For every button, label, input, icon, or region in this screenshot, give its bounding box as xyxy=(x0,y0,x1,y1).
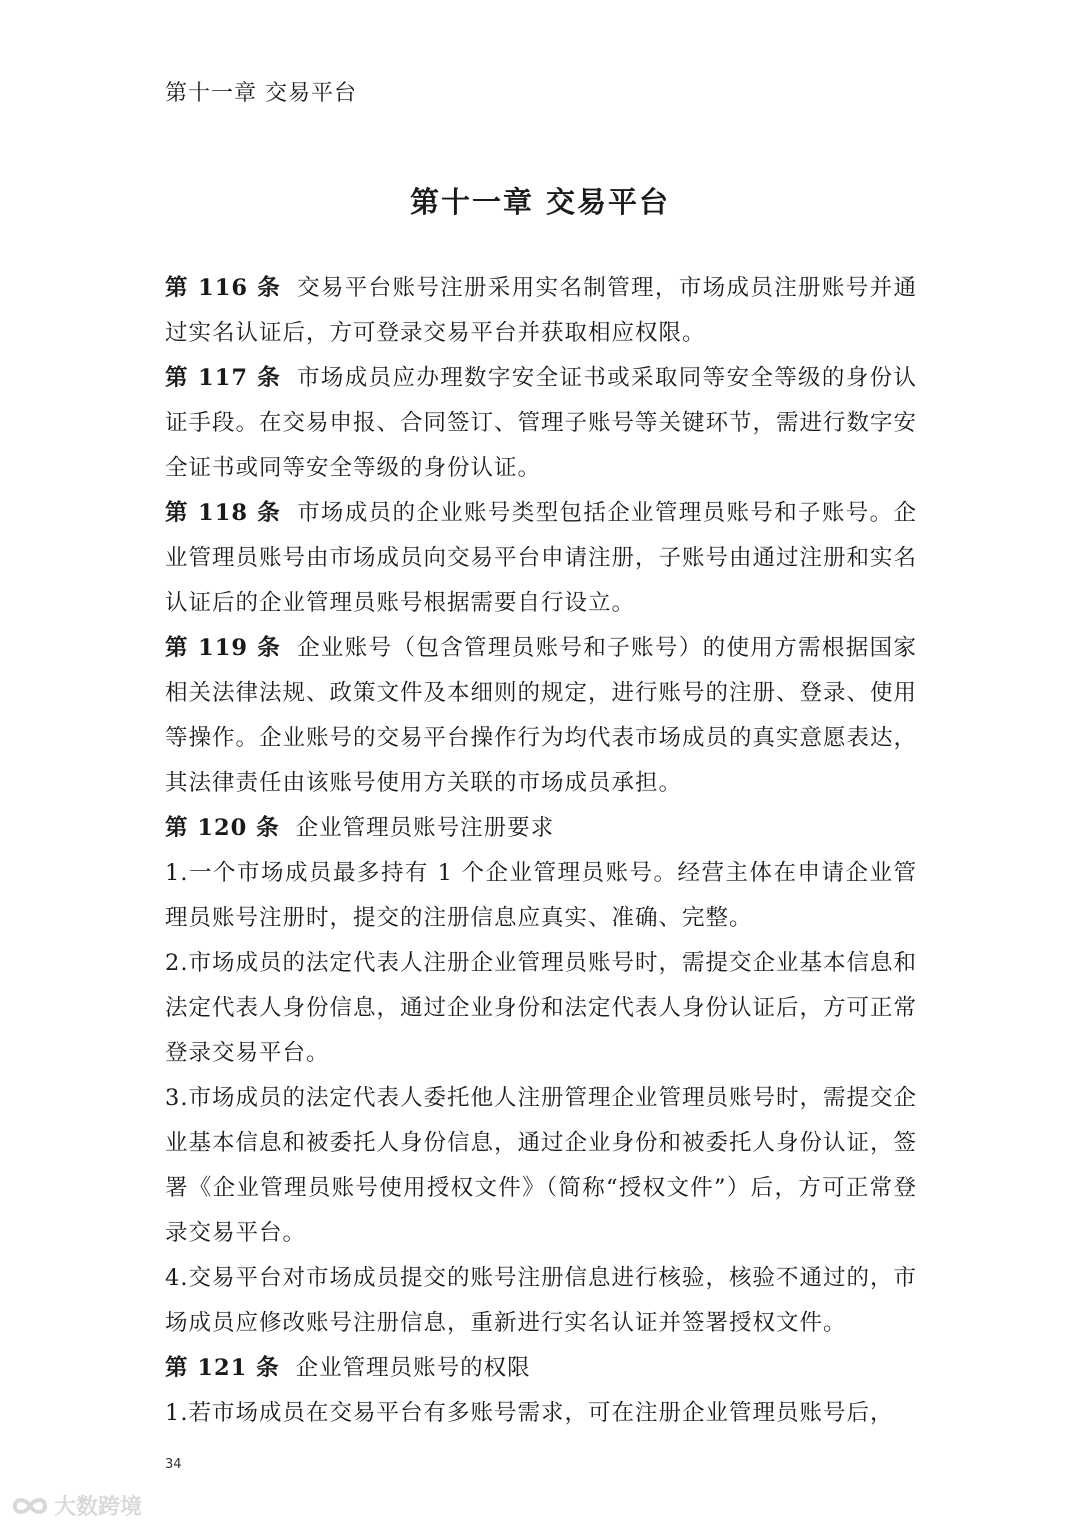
article-number: 第 121 条 xyxy=(165,1355,280,1381)
paragraph xyxy=(165,356,917,491)
paragraph xyxy=(165,626,917,806)
paragraph-text: 交易平台账号注册采用实名制管理，市场成员注册账号并通过实名认证后，方可登录交易平台并获取相应权限。 xyxy=(165,275,917,346)
paragraph xyxy=(165,266,917,356)
paragraph-text: 市场成员的企业账号类型包括企业管理员账号和子账号。企业管理员账号由市场成员向交易平台申请注册，子账号由通过注册和实名认证后的企业管理员账号根据需要自行设立。 xyxy=(165,500,918,616)
article-number: 第 120 条 xyxy=(165,815,280,841)
paragraph-text: 1.若市场成员在交易平台有多账号需求，可在注册企业管理员账号后， xyxy=(165,1400,894,1426)
paragraph-text: 4.交易平台对市场成员提交的账号注册信息进行核验，核验不通过的，市场成员应修改账号注册信息，重新进行实名认证并签署授权文件。 xyxy=(165,1265,917,1336)
paragraph xyxy=(165,491,917,626)
chapter-title: 第十一章 交易平台 xyxy=(409,185,671,219)
paragraph-text: 企业管理员账号的权限 xyxy=(295,1355,531,1381)
paragraph-text: 市场成员应办理数字安全证书或采取同等安全等级的身份认证手段。在交易申报、合同签订、管理子账号等关键环节，需进行数字安全证书或同等安全等级的身份认证。 xyxy=(165,365,918,481)
running-header: 第十一章 交易平台 xyxy=(165,81,357,106)
paragraph-text: 企业账号（包含管理员账号和子账号）的使用方需根据国家相关法律法规、政策文件及本细则的规定，进行账号的注册、登录、使用等操作。企业账号的交易平台操作行为均代表市场成员的真实意愿表达，其法律责任由该账号使用方关联的市场成员承担。 xyxy=(165,635,918,796)
list-item xyxy=(165,1256,917,1346)
article-number: 第 117 条 xyxy=(165,365,282,391)
paragraph xyxy=(165,1346,917,1391)
paragraph-text: 3.市场成员的法定代表人委托他人注册管理企业管理员账号时，需提交企业基本信息和被委托人身份信息，通过企业身份和被委托人身份认证，签署《企业管理员账号使用授权文件》（简称“授权文件”）后，方可正常登录交易平台。 xyxy=(165,1085,918,1246)
paragraph-text: 2.市场成员的法定代表人注册企业管理员账号时，需提交企业基本信息和法定代表人身份信息，通过企业身份和法定代表人身份认证后，方可正常登录交易平台。 xyxy=(165,950,918,1066)
article-number: 第 119 条 xyxy=(165,635,282,661)
paragraph-text: 1.一个市场成员最多持有 1 个企业管理员账号。经营主体在申请企业管理员账号注册时，提交的注册信息应真实、准确、完整。 xyxy=(165,860,917,931)
article-number: 第 116 条 xyxy=(165,275,282,301)
infinity-logo-icon xyxy=(10,1494,50,1518)
watermark xyxy=(10,1490,142,1521)
list-item xyxy=(165,941,917,1076)
list-item xyxy=(165,1076,917,1256)
watermark-text: 大数跨境 xyxy=(54,1495,143,1520)
list-item xyxy=(165,851,917,941)
paragraph xyxy=(165,806,917,851)
article-number: 第 118 条 xyxy=(165,500,282,526)
paragraph-text: 企业管理员账号注册要求 xyxy=(295,815,555,841)
list-item xyxy=(165,1391,917,1436)
body-text xyxy=(165,266,917,1436)
page-number: 34 xyxy=(165,1457,182,1472)
